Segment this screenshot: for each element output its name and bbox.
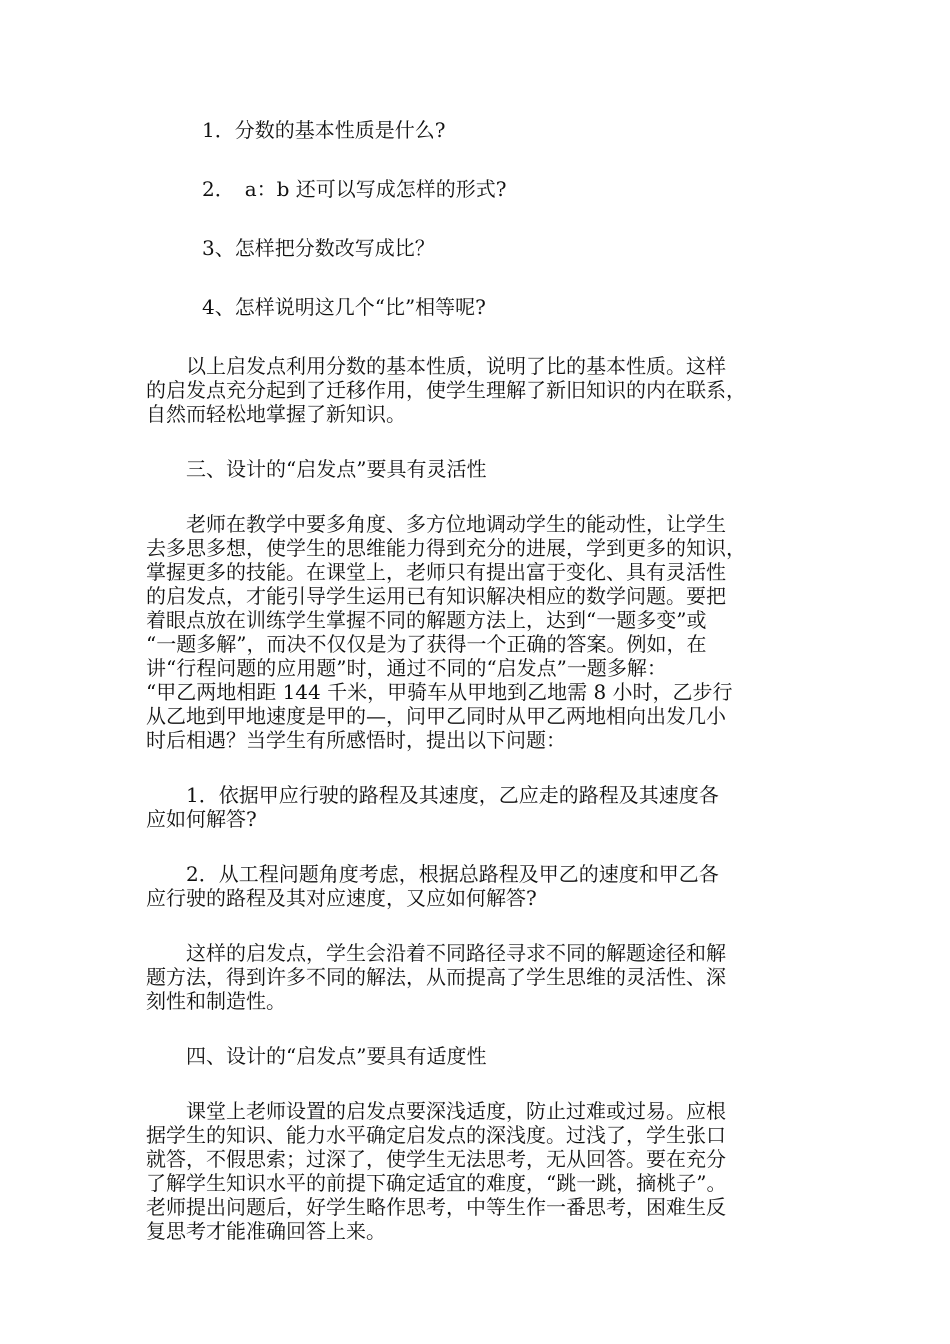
paragraph-line: 的启发点，才能引导学生运用已有知识解决相应的数学问题。要把 (146, 584, 726, 608)
paragraph-line: “一题多解”，而决不仅仅是为了获得一个正确的答案。例如，在 (146, 632, 707, 656)
paragraph-line: 应如何解答? (146, 807, 257, 831)
paragraph-summary (146, 941, 812, 1013)
paragraph-line: 复思考才能准确回答上来。 (146, 1219, 386, 1243)
paragraph-moderation (146, 1099, 812, 1243)
paragraph-line: 题方法，得到许多不同的解法，从而提高了学生思维的灵活性、深 (146, 965, 726, 989)
paragraph-line: 课堂上老师设置的启发点要深浅适度，防止过难或过易。应根 (146, 1099, 726, 1123)
paragraph-line: 以上启发点利用分数的基本性质，说明了比的基本性质。这样 (146, 354, 726, 378)
question-4: 4、怎样说明这几个“比”相等呢? (202, 295, 486, 319)
section-heading-3: 三、设计的“启发点”要具有灵活性 (146, 457, 487, 481)
paragraph-line: 1．依据甲应行驶的路程及其速度，乙应走的路程及其速度各 (146, 783, 719, 807)
paragraph-line: “甲乙两地相距 144 千米，甲骑车从甲地到乙地需 8 小时，乙步行 (146, 680, 733, 704)
paragraph-line: 时后相遇？当学生有所感悟时，提出以下问题： (146, 728, 566, 752)
document-page (146, 118, 812, 1243)
paragraph-line: 掌握更多的技能。在课堂上，老师只有提出富于变化、具有灵活性 (146, 560, 726, 584)
list-item-1 (146, 783, 812, 831)
paragraph-line: 自然而轻松地掌握了新知识。 (146, 402, 406, 426)
paragraph-flexibility (146, 512, 812, 752)
paragraph-line: 老师在教学中要多角度、多方位地调动学生的能动性，让学生 (146, 512, 726, 536)
section-heading-4: 四、设计的“启发点”要具有适度性 (146, 1044, 487, 1068)
paragraph-line: 应行驶的路程及其对应速度，又应如何解答? (146, 886, 537, 910)
paragraph-line: 据学生的知识、能力水平确定启发点的深浅度。过浅了，学生张口 (146, 1123, 726, 1147)
paragraph-transfer (146, 354, 812, 426)
question-1: 1．分数的基本性质是什么? (202, 118, 446, 142)
paragraph-line: 的启发点充分起到了迁移作用，使学生理解了新旧知识的内在联系， (146, 378, 746, 402)
paragraph-line: 这样的启发点，学生会沿着不同路径寻求不同的解题途径和解 (146, 941, 726, 965)
list-item-2 (146, 862, 812, 910)
paragraph-line: 2．从工程问题角度考虑，根据总路程及甲乙的速度和甲乙各 (146, 862, 719, 886)
question-2: 2． a：b 还可以写成怎样的形式? (202, 177, 507, 201)
paragraph-line: 去多思多想，使学生的思维能力得到充分的进展，学到更多的知识， (146, 536, 746, 560)
paragraph-line: 老师提出问题后，好学生略作思考，中等生作一番思考，困难生反 (146, 1195, 726, 1219)
paragraph-line: 刻性和制造性。 (146, 989, 286, 1013)
paragraph-line: 了解学生知识水平的前提下确定适宜的难度，“跳一跳，摘桃子”。 (146, 1171, 727, 1195)
paragraph-line: 着眼点放在训练学生掌握不同的解题方法上，达到“一题多变”或 (146, 608, 707, 632)
paragraph-line: 讲“行程问题的应用题”时，通过不同的“启发点”一题多解： (146, 656, 667, 680)
paragraph-line: 就答，不假思索；过深了，使学生无法思考，无从回答。要在充分 (146, 1147, 726, 1171)
paragraph-line: 从乙地到甲地速度是甲的—，问甲乙同时从甲乙两地相向出发几小 (146, 704, 726, 728)
question-3: 3、怎样把分数改写成比？ (202, 236, 435, 260)
